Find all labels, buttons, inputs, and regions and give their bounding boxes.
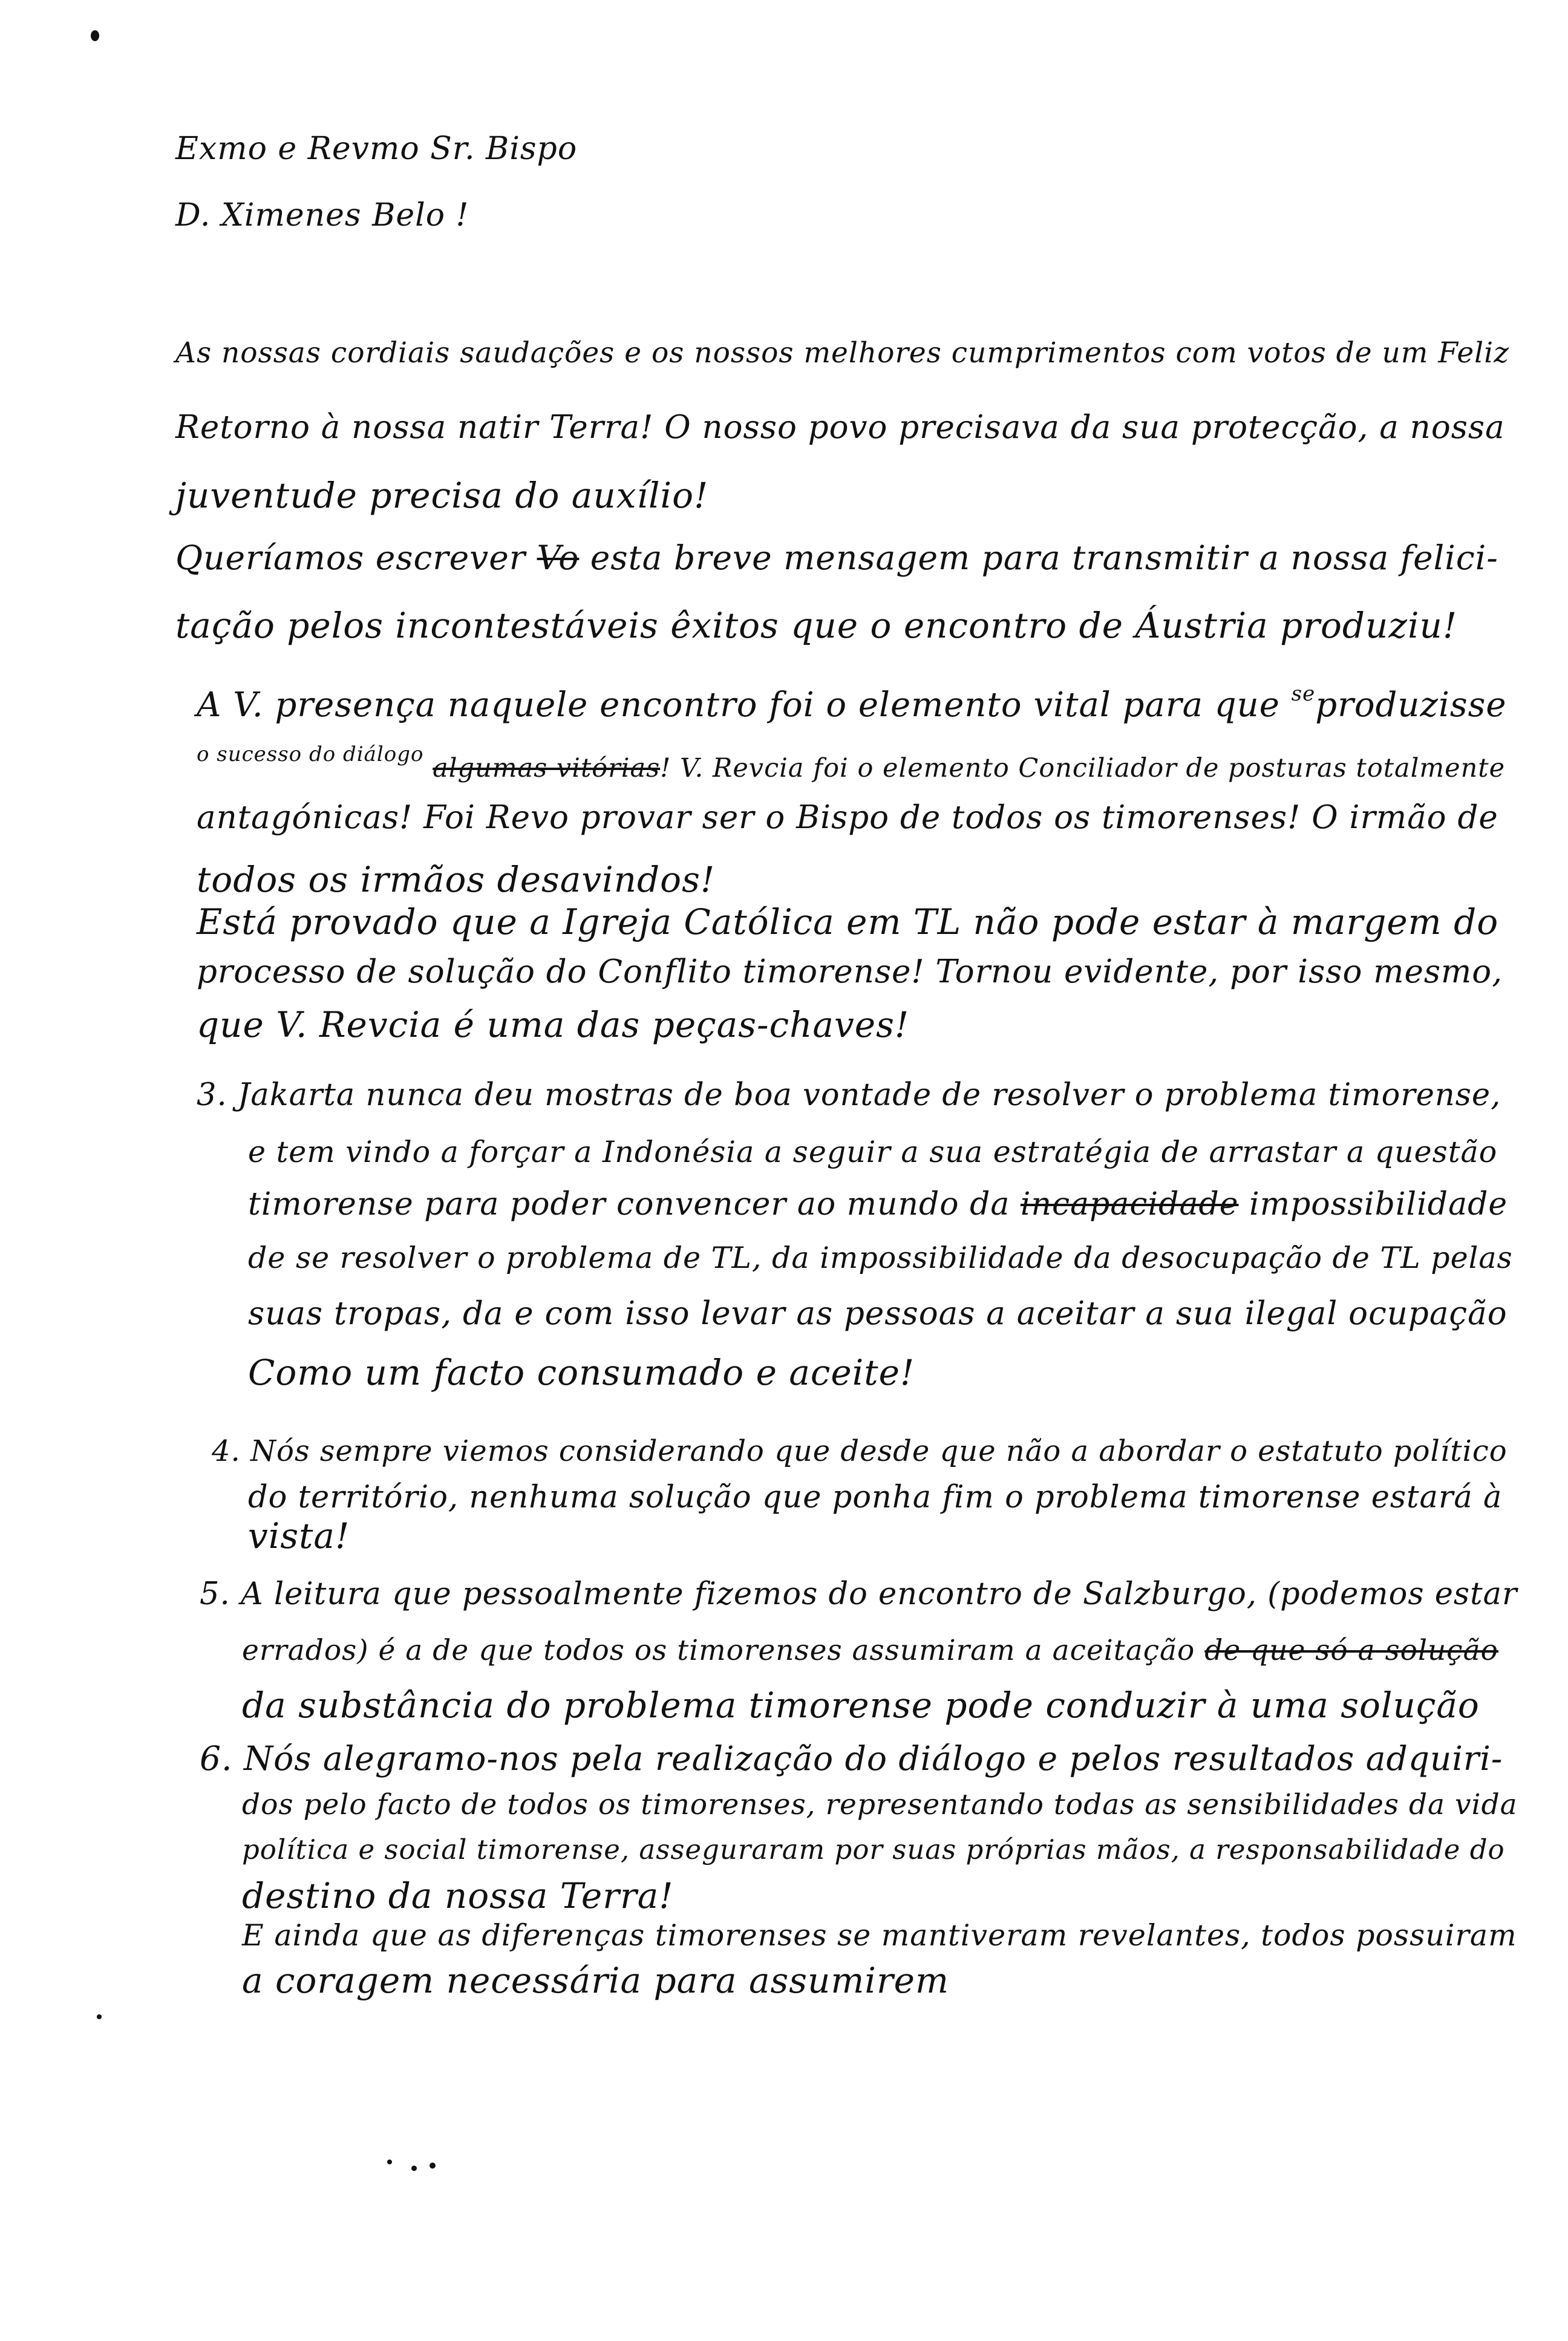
ink-speck	[387, 2160, 392, 2164]
letter-text: Retorno à nossa natir Terra! O nosso povo precisava da sua protecção, a nossa	[175, 409, 1505, 446]
letter-line	[248, 1243, 1513, 1273]
letter-line	[200, 1576, 1518, 1612]
letter-text: Está provado que a Igreja Católica em TL não pode estar à margem do	[197, 901, 1499, 942]
letter-line	[197, 1004, 910, 1045]
letter-text: As nossas cordiais saudações e os nossos melhores cumprimentos com votos de um Feliz	[175, 336, 1509, 370]
letter-text: D. Ximenes Belo !	[175, 197, 469, 233]
letter-line	[197, 953, 1503, 990]
letter-line	[248, 1352, 915, 1393]
struck-text: de que só a solução	[1204, 1634, 1498, 1667]
letter-text: esta breve mensagem para transmitir a nossa felici-	[579, 538, 1498, 577]
letter-text: tação pelos incontestáveis êxitos que o encontro de Áustria produziu!	[175, 605, 1458, 646]
letter-text: Queríamos escrever	[175, 538, 537, 577]
letter-text: juventude precisa do auxílio!	[175, 475, 709, 516]
letter-line	[197, 901, 1499, 942]
letter-line	[200, 1739, 1503, 1778]
letter-line	[242, 1636, 1498, 1665]
letter-text: processo de solução do Conflito timorense! Tornou evidente, por isso mesmo,	[197, 953, 1503, 990]
struck-text: Vo	[537, 538, 580, 577]
letter-text: produzisse	[1315, 685, 1507, 725]
letter-text: 6. Nós alegramo-nos pela realização do diálogo e pelos resultados adquiri-	[200, 1739, 1503, 1778]
letter-line	[197, 859, 716, 900]
letter-line	[242, 1875, 674, 1916]
letter-line	[175, 409, 1505, 446]
letter-text: todos os irmãos desavindos!	[197, 859, 716, 900]
letter-line	[175, 336, 1509, 370]
inserted-text: se	[1291, 682, 1316, 706]
letter-text: vista!	[248, 1515, 350, 1556]
letter-text: 5. A leitura que pessoalmente fizemos do encontro de Salzburgo, (podemos estar	[200, 1576, 1518, 1612]
letter-text: suas tropas, da e com isso levar as pessoas a aceitar a sua ilegal ocupação	[248, 1295, 1508, 1332]
salutation-line	[175, 133, 577, 165]
letter-text: ! V. Revcia foi o elemento Conciliador de posturas totalmente	[660, 753, 1506, 783]
letter-text: timorense para poder convencer ao mundo da	[248, 1186, 1021, 1223]
ink-speck	[91, 30, 99, 41]
letter-text: a coragem necessária para assumirem	[242, 1960, 950, 2001]
letter-line	[242, 1918, 1517, 1953]
letter-line	[197, 682, 1507, 725]
letter-text: E ainda que as diferenças timorenses se mantiveram revelantes, todos possuiram	[242, 1918, 1517, 1953]
letter-line	[248, 1515, 350, 1556]
letter-line	[242, 1960, 950, 2001]
letter-text: da substância do problema timorense pode conduzir à uma solução	[242, 1685, 1480, 1726]
letter-text: impossibilidade	[1238, 1186, 1508, 1223]
letter-text: dos pelo facto de todos os timorenses, representando todas as sensibilidades da vida	[242, 1788, 1518, 1821]
letter-line	[248, 1482, 1502, 1513]
letter-text: antagónicas! Foi Revo provar ser o Bispo de todos os timorenses! O irmão de	[197, 799, 1498, 836]
letter-text: e tem vindo a forçar a Indonésia a seguir a sua estratégia de arrastar a questão	[248, 1135, 1498, 1169]
letter-line	[212, 1434, 1508, 1468]
ink-speck	[411, 2166, 417, 2171]
letter-text: errados) é a de que todos os timorenses assumiram a aceitação	[242, 1634, 1205, 1667]
inserted-text: o sucesso do diálogo	[197, 742, 424, 766]
letter-line	[175, 475, 709, 516]
letter-line	[175, 538, 1498, 577]
letter-line	[242, 1788, 1518, 1821]
letter-text: A V. presença naquele encontro foi o elemento vital para que	[197, 685, 1292, 725]
letter-text: 4. Nós sempre viemos considerando que desde que não a abordar o estatuto político	[212, 1434, 1508, 1468]
letter-line	[197, 1077, 1501, 1113]
letter-text: destino da nossa Terra!	[242, 1875, 674, 1916]
letter-text: política e social timorense, asseguraram por suas próprias mãos, a responsabilidade do	[242, 1833, 1505, 1866]
letter-line	[242, 1685, 1480, 1726]
letter-line	[175, 605, 1458, 646]
letter-line	[248, 1295, 1508, 1332]
letter-text: 3. Jakarta nunca deu mostras de boa vontade de resolver o problema timorense,	[197, 1077, 1501, 1113]
letter-line	[248, 1186, 1508, 1223]
ink-speck	[430, 2163, 436, 2169]
letter-text: de se resolver o problema de TL, da impossibilidade da desocupação de TL pelas	[248, 1241, 1513, 1275]
letter-line	[197, 799, 1498, 836]
letter-text: Exmo e Revmo Sr. Bispo	[175, 131, 578, 167]
struck-text: incapacidade	[1020, 1186, 1239, 1223]
struck-text: algumas vitórias	[433, 753, 661, 783]
letter-line	[242, 1833, 1505, 1866]
ink-speck	[97, 2014, 102, 2019]
letter-text: do território, nenhuma solução que ponha fim o problema timorense estará à	[248, 1480, 1503, 1515]
letter-line	[197, 744, 1505, 782]
letter-text	[424, 753, 433, 783]
salutation-line	[175, 197, 469, 233]
letter-line	[248, 1137, 1497, 1167]
letter-text: Como um facto consumado e aceite!	[248, 1352, 915, 1393]
letter-text: que V. Revcia é uma das peças-chaves!	[197, 1004, 910, 1045]
